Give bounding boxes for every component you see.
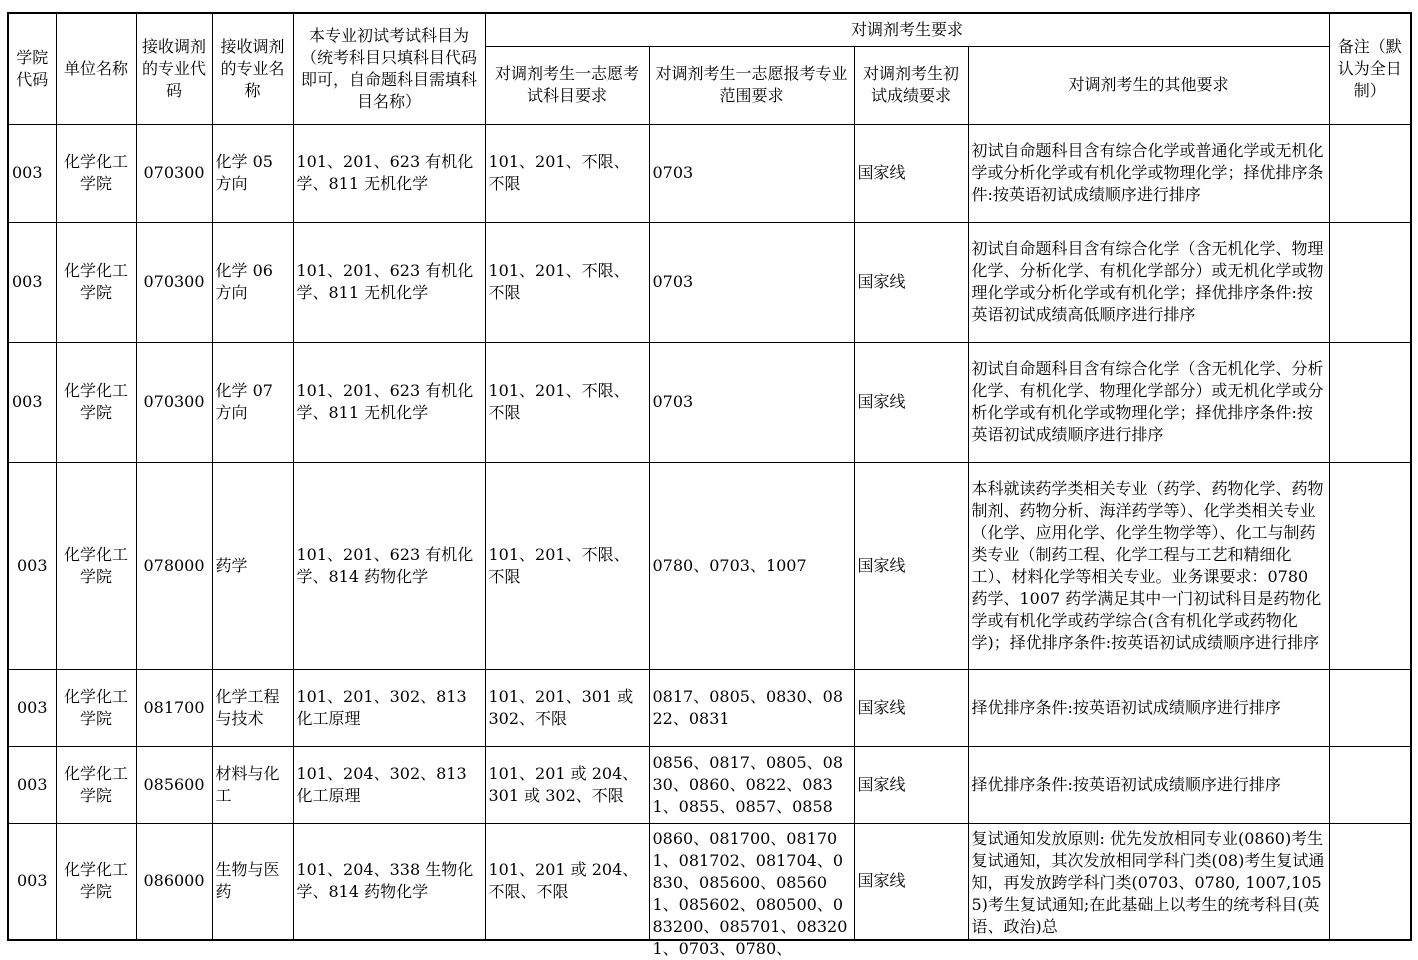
cell-unit-name: 化学化工学院	[56, 222, 136, 342]
cell-college-code: 003	[8, 124, 56, 222]
cell-remarks	[1329, 669, 1411, 746]
cell-major-name: 药学	[212, 462, 293, 669]
cell-college-code: 003	[8, 222, 56, 342]
cell-first-choice-subjects: 101、201、不限、不限	[485, 462, 649, 669]
cell-major-code: 081700	[136, 669, 212, 746]
cell-first-choice-subjects: 101、201、不限、不限	[485, 342, 649, 462]
cell-remarks	[1329, 342, 1411, 462]
cell-unit-name: 化学化工学院	[56, 124, 136, 222]
cell-first-choice-subjects: 101、201 或 204、不限、不限	[485, 823, 649, 940]
cell-first-choice-subjects: 101、201、不限、不限	[485, 124, 649, 222]
cell-major-code: 070300	[136, 342, 212, 462]
table-row	[8, 222, 1411, 342]
cell-first-choice-subjects: 101、201、不限、不限	[485, 222, 649, 342]
header-req-score: 对调剂考生初试成绩要求	[854, 46, 968, 124]
cell-unit-name: 化学化工学院	[56, 669, 136, 746]
cell-score: 国家线	[854, 462, 968, 669]
cell-other-requirements: 择优排序条件:按英语初试成绩顺序进行排序	[968, 669, 1329, 746]
cell-unit-name: 化学化工学院	[56, 823, 136, 940]
cell-other-requirements: 初试自命题科目含有综合化学或普通化学或无机化学或分析化学或有机化学或物理化学；择优排序条件:按英语初试成绩顺序进行排序	[968, 124, 1329, 222]
cell-major-name: 化学 06 方向	[212, 222, 293, 342]
cell-exam-subjects: 101、204、302、813 化工原理	[293, 746, 485, 823]
cell-major-name: 化学 07 方向	[212, 342, 293, 462]
cell-major-range: 0703	[649, 222, 854, 342]
cell-unit-name: 化学化工学院	[56, 746, 136, 823]
header-req-other: 对调剂考生的其他要求	[968, 46, 1329, 124]
cell-major-code: 078000	[136, 462, 212, 669]
cell-major-range: 0780、0703、1007	[649, 462, 854, 669]
header-req-first-choice-subjects: 对调剂考生一志愿考试科目要求	[485, 46, 649, 124]
cell-exam-subjects: 101、201、623 有机化学、811 无机化学	[293, 342, 485, 462]
cell-remarks	[1329, 124, 1411, 222]
cell-major-name: 生物与医药	[212, 823, 293, 940]
cell-college-code: 003	[8, 669, 56, 746]
cell-exam-subjects: 101、204、338 生物化学、814 药物化学	[293, 823, 485, 940]
table-row	[8, 823, 1411, 940]
table-row	[8, 746, 1411, 823]
cell-major-code: 070300	[136, 222, 212, 342]
cell-exam-subjects: 101、201、623 有机化学、811 无机化学	[293, 124, 485, 222]
cell-other-requirements: 初试自命题科目含有综合化学（含无机化学、分析化学、有机化学、物理化学部分）或无机化学或分析化学或有机化学或物理化学；择优排序条件:按英语初试成绩顺序进行排序	[968, 342, 1329, 462]
cell-score: 国家线	[854, 746, 968, 823]
cell-score: 国家线	[854, 669, 968, 746]
cell-other-requirements: 本科就读药学类相关专业（药学、药物化学、药物制剂、药物分析、海洋药学等）、化学类相关专业（化学、应用化学、化学生物学等）、化工与制药类专业（制药工程、化学工程与工艺和精细化工）、材料化学等相关专业。业务课要求：0780 药学、1007 药学满足其中一门初试科目是药物化学或有机化学或药学综合(含有机化学或药物化学)；择优排序条件:按英语初试成绩顺序进行排序	[968, 462, 1329, 669]
cell-score: 国家线	[854, 222, 968, 342]
cell-exam-subjects: 101、201、302、813 化工原理	[293, 669, 485, 746]
cell-college-code: 003	[8, 823, 56, 940]
header-req-major-range: 对调剂考生一志愿报考专业范围要求	[649, 46, 854, 124]
cell-remarks	[1329, 746, 1411, 823]
header-unit-name: 单位名称	[56, 13, 136, 124]
cell-unit-name: 化学化工学院	[56, 342, 136, 462]
cell-major-name: 化学工程与技术	[212, 669, 293, 746]
cell-major-range	[649, 823, 854, 958]
cell-major-name: 化学 05 方向	[212, 124, 293, 222]
cell-major-range: 0703	[649, 124, 854, 222]
header-requirements-group: 对调剂考生要求	[485, 13, 1329, 46]
header-exam-subjects: 本专业初试考试科目为（统考科目只填科目代码即可，自命题科目需填科目名称）	[293, 13, 485, 124]
cell-remarks	[1329, 462, 1411, 669]
cell-remarks	[1329, 823, 1411, 940]
table-row	[8, 669, 1411, 746]
header-remarks: 备注（默认为全日制）	[1329, 13, 1411, 124]
cell-major-name: 材料与化工	[212, 746, 293, 823]
cell-major-range: 0856、0817、0805、0830、0860、0822、0831、0855、0857、0858	[649, 746, 854, 823]
cell-major-range: 0817、0805、0830、0822、0831	[649, 669, 854, 746]
cell-major-code: 085600	[136, 746, 212, 823]
cell-other-requirements	[968, 823, 1329, 940]
cell-exam-subjects: 101、201、623 有机化学、814 药物化学	[293, 462, 485, 669]
cell-other-requirements: 初试自命题科目含有综合化学（含无机化学、物理化学、分析化学、有机化学部分）或无机化学或物理化学或分析化学或有机化学；择优排序条件:按英语初试成绩高低顺序进行排序	[968, 222, 1329, 342]
header-major-code: 接收调剂的专业代码	[136, 13, 212, 124]
cell-remarks	[1329, 222, 1411, 342]
cell-unit-name: 化学化工学院	[56, 462, 136, 669]
cell-other-requirements: 择优排序条件:按英语初试成绩顺序进行排序	[968, 746, 1329, 823]
table-row	[8, 342, 1411, 462]
table-row	[8, 124, 1411, 222]
cell-major-range: 0703	[649, 342, 854, 462]
header-row-1	[8, 13, 1411, 46]
header-major-name: 接收调剂的专业名称	[212, 13, 293, 124]
cell-first-choice-subjects: 101、201 或 204、301 或 302、不限	[485, 746, 649, 823]
cell-college-code: 003	[8, 462, 56, 669]
header-college-code: 学院代码	[8, 13, 56, 124]
cell-score: 国家线	[854, 124, 968, 222]
cell-major-code: 070300	[136, 124, 212, 222]
cell-exam-subjects: 101、201、623 有机化学、811 无机化学	[293, 222, 485, 342]
major-range-text: 0860、081700、081701、081702、081704、0830、085600、085601、085602、080500、083200、085701、083201、0703、0780、	[652, 828, 848, 958]
cell-score: 国家线	[854, 342, 968, 462]
table-row	[8, 462, 1411, 669]
cell-college-code: 003	[8, 746, 56, 823]
cell-score: 国家线	[854, 823, 968, 940]
other-requirements-text: 复试通知发放原则: 优先发放相同专业(0860)考生复试通知，其次发放相同学科门类(08)考生复试通知，再发放跨学科门类(0703、0780, 1007,1055)考生复试通知;在此基础上以考生的统考科目(英语、政治)总	[971, 828, 1325, 936]
cell-first-choice-subjects: 101、201、301 或 302、不限	[485, 669, 649, 746]
cell-major-code: 086000	[136, 823, 212, 940]
adjustment-table	[7, 12, 1412, 958]
cell-college-code: 003	[8, 342, 56, 462]
